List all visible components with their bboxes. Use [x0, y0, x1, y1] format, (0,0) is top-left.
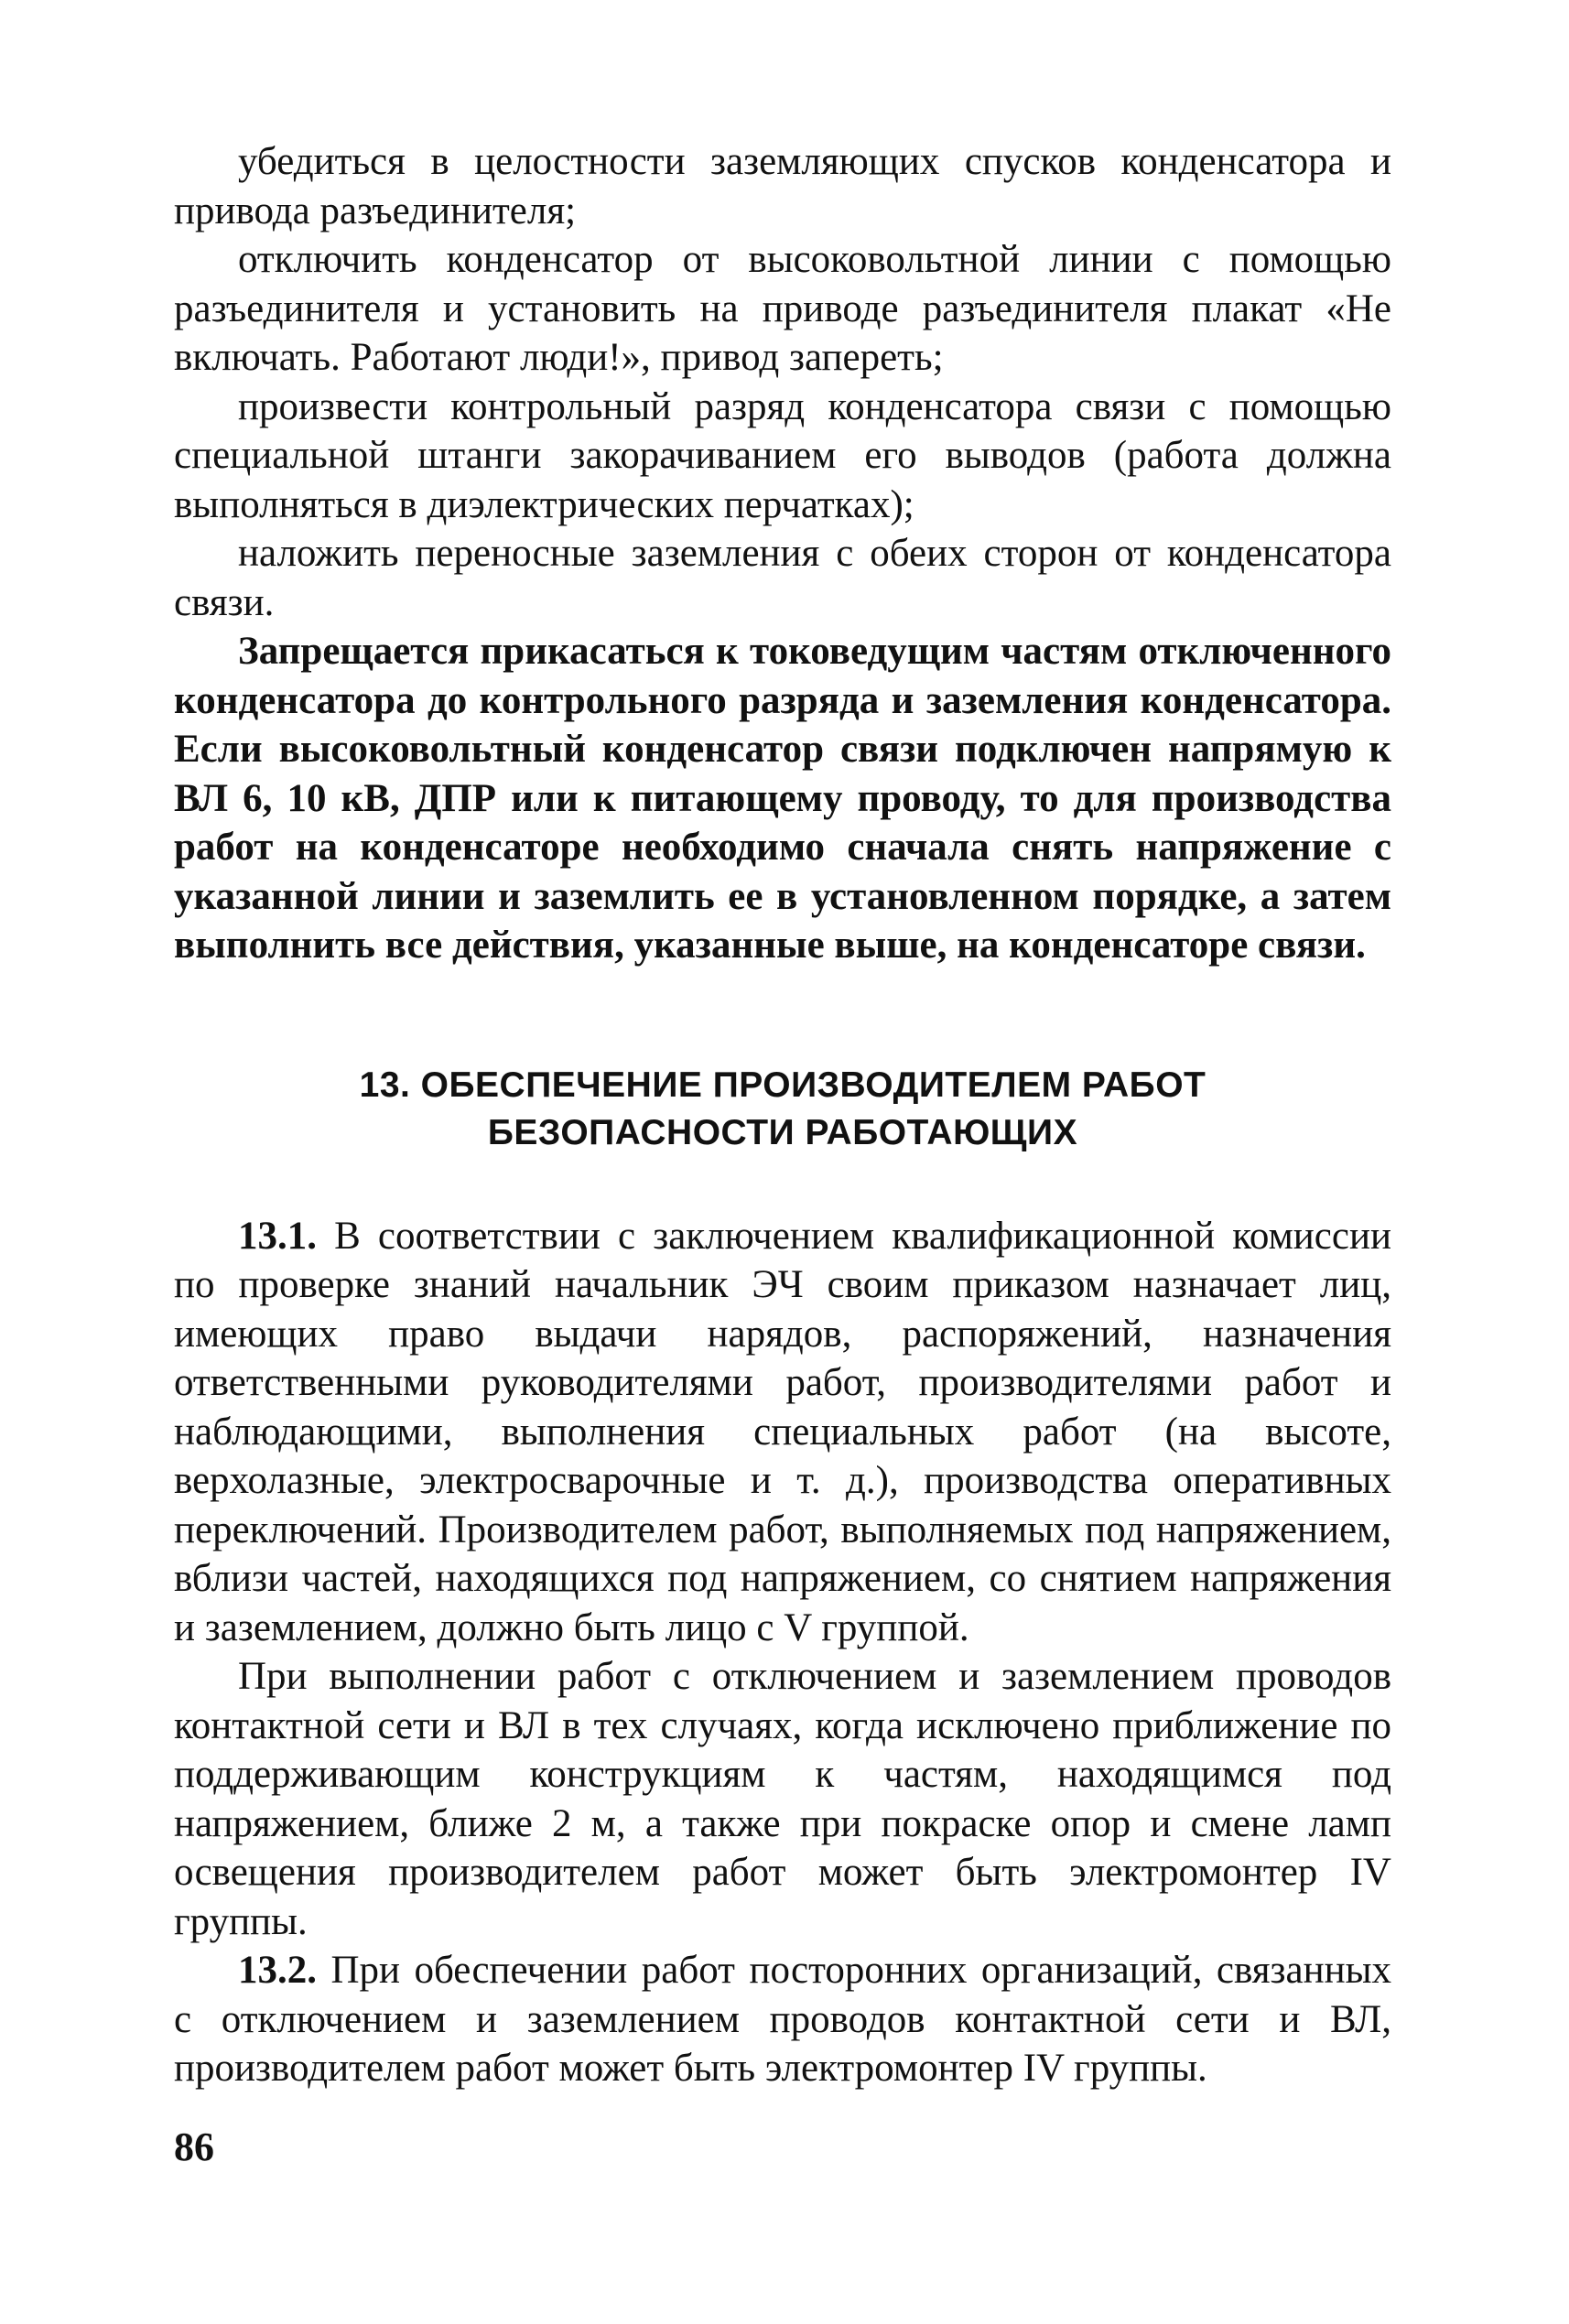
paragraph-after-13-1: При выполнении работ с отключением и заземлением проводов контактной сети и ВЛ в тех случаях, когда исключено приближение по поддерживающим конструкциям к частям, находящимся под напряжением, ближе 2 м, а также при покраске опор и смене ламп освещения производителем работ может быть электромонтер IV группы.	[174, 1655, 1391, 1943]
clause-13-1-number: 13.1.	[238, 1214, 317, 1258]
clause-13-1	[174, 1212, 1391, 1653]
clause-13-2-text: При обеспечении работ посторонних организаций, связанных с отключением и заземлением проводов контактной сети и ВЛ, производителем работ может быть электромонтер IV группы.	[174, 1949, 1391, 2090]
paragraph-control-discharge: произвести контрольный разряд конденсатора связи с помощью специальной штанги закорачиванием его выводов (работа должна выполняться в диэлектрических перчатках);	[174, 384, 1391, 526]
clause-13-2	[174, 1946, 1391, 2093]
paragraph-check-grounding: убедиться в целостности заземляющих спусков конденсатора и привода разъединителя;	[174, 140, 1391, 232]
clause-13-1-text: В соответствии с заключением квалификационной комиссии по проверке знаний начальник ЭЧ своим приказом назначает лиц, имеющих право выдачи нарядов, распоряжений, назначения ответственными руководителями работ, производителями работ и наблюдающими, выполнения специальных работ (на высоте, верхолазные, электросварочные и т. д.), производства оперативных переключений. Производителем работ, выполняемых под напряжением, вблизи частей, находящихся под напряжением, со снятием напряжения и заземлением, должно быть лицо с V группой.	[174, 1214, 1391, 1649]
paragraph-disconnect-capacitor: отключить конденсатор от высоковольтной линии с помощью разъединителя и установить на приводе разъединителя плакат «Не включать. Работают люди!», привод запереть;	[174, 238, 1391, 379]
clause-13-2-number: 13.2.	[238, 1949, 317, 1992]
page-number: 86	[174, 2124, 214, 2169]
section-heading-line-1: 13. ОБЕСПЕЧЕНИЕ ПРОИЗВОДИТЕЛЕМ РАБОТ	[359, 1065, 1207, 1105]
warning-paragraph: Запрещается прикасаться к токоведущим частям отключенного конденсатора до контрольного разряда и заземления конденсатора. Если высоковольтный конденсатор связи подключен напрямую к ВЛ 6, 10 кВ, ДПР или к питающему проводу, то для производства работ на конденсаторе необходимо сначала снять напряжение с указанной линии и заземлить ее в установленном порядке, а затем выполнить все действия, указанные выше, на конденсаторе связи.	[174, 630, 1391, 967]
section-heading	[174, 1062, 1391, 1157]
section-heading-line-2: БЕЗОПАСНОСТИ РАБОТАЮЩИХ	[487, 1112, 1078, 1152]
paragraph-portable-grounding: наложить переносные заземления с обеих сторон от конденсатора связи.	[174, 532, 1391, 624]
page-content	[174, 137, 1391, 2093]
